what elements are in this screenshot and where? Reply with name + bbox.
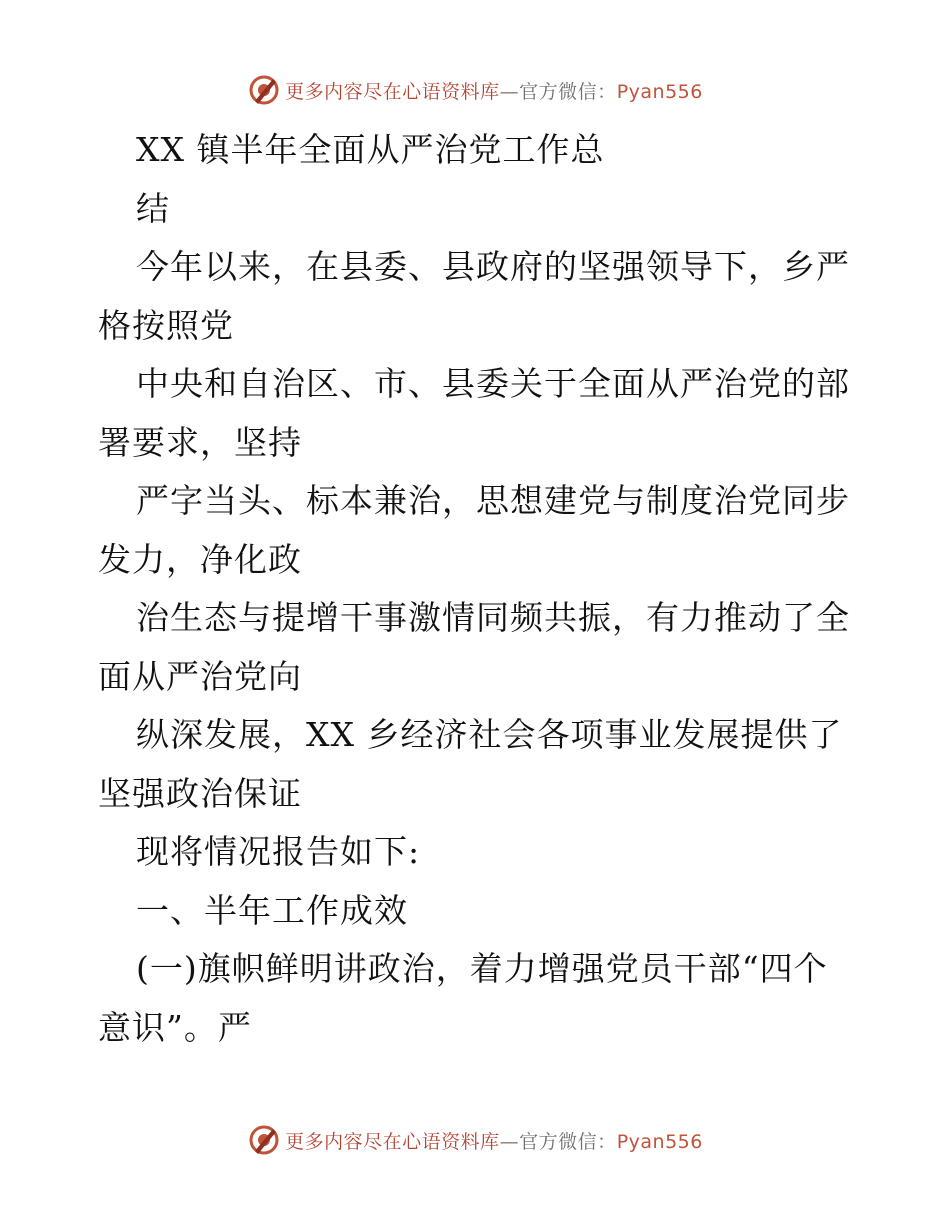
doc-line: 纵深发展，XX 乡经济社会各项事业发展提供了 [136,715,843,754]
watermark-main: 更多内容尽在心语资料库 [285,80,500,103]
doc-line: 面从严治党向 [98,656,302,696]
subsection-heading: (一)旗帜鲜明讲政治，着力增强党员干部“四个 [136,949,828,988]
doc-title: XX 镇半年全面从严治党工作总 [136,130,605,169]
watermark-separator: — [499,1130,520,1153]
doc-title-continued: 结 [136,188,170,228]
doc-line: 今年以来，在县委、县政府的坚强领导下，乡严 [136,247,850,286]
doc-line: 发力，净化政 [98,539,302,579]
doc-line: 意识”。严 [98,1007,252,1047]
footer-watermark [0,1120,950,1160]
pen-logo-icon [247,73,281,107]
watermark-main: 更多内容尽在心语资料库 [285,1130,500,1153]
doc-line: 格按照党 [98,305,234,345]
doc-line: 中央和自治区、市、县委关于全面从严治党的部 [136,364,850,403]
section-heading: 一、半年工作成效 [136,890,408,930]
header-watermark [0,70,950,110]
watermark-text [285,1127,703,1154]
doc-line: 坚强政治保证 [98,773,302,813]
pen-logo-icon [247,1123,281,1157]
doc-line: 严字当头、标本兼治，思想建党与制度治党同步 [136,481,850,520]
watermark-label: 官方微信： [519,1130,617,1153]
watermark-wechat-id: Pyan556 [616,80,703,103]
document-body [98,121,858,1057]
watermark-label: 官方微信： [519,80,617,103]
watermark-separator: — [499,80,520,103]
watermark-text [285,77,703,104]
doc-line: 治生态与提增干事激情同频共振，有力推动了全 [136,598,850,637]
watermark-wechat-id: Pyan556 [616,1130,703,1153]
doc-line: 现将情况报告如下: [136,832,421,871]
doc-line: 署要求，坚持 [98,422,302,462]
